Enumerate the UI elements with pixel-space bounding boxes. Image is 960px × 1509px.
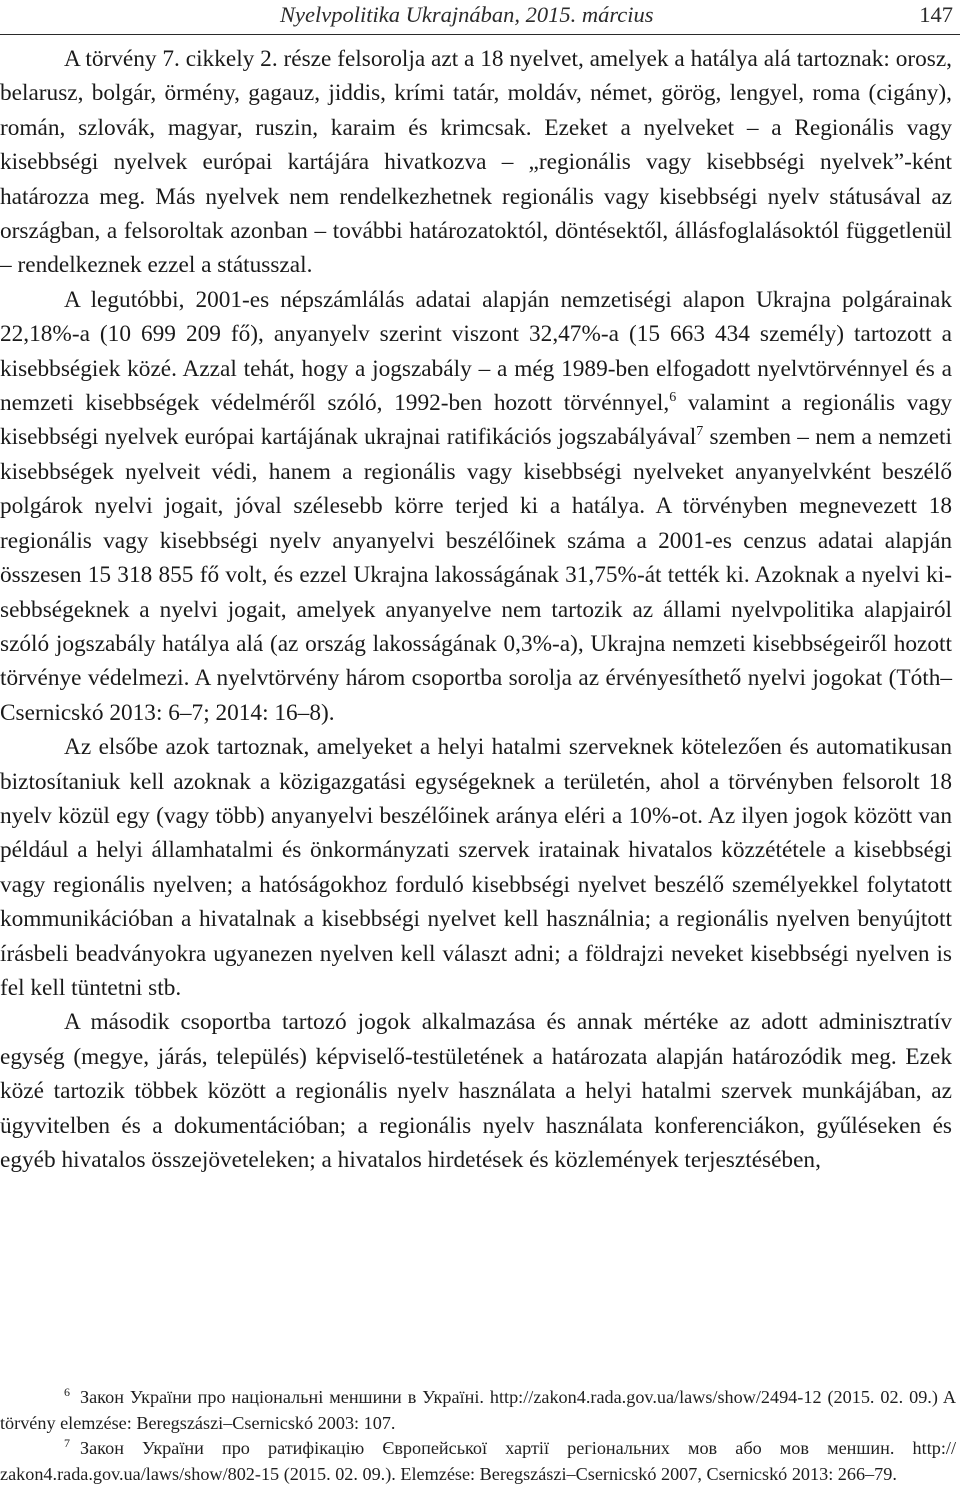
footnote-text: Закон України про ратифікацію Європейської хартії регіональних мов або мов меншин. http:// zakon4.rada.gov.ua/laws/show/802-15 (2015. 02. 09.). Elemzése: Beregszászi–Csernicskó 2007, Csernicskó 2013: 266–79.: [0, 1438, 956, 1484]
paragraph-text: A törvény 7. cikkely 2. része felsorolja azt a 18 nyelvet, amelyek a hatálya alá tartoznak: orosz, belarusz, bolgár, örmény, gagauz, jiddis, krími tatár, moldáv, német, görög, lengyel, roma (cigány), román, szlovák, magyar, ruszin, karaim és krimcsak. Ezeket a nyelveket – a Regionális vagy kisebbségi nyelvek európai kartájára hivatkozva – „regionális vagy kisebbségi nyelvek”-ként határozza meg. Más nyelvek nem rendelkezhetnek regionális vagy kisebbségi nyelv státusával az országban, a felsoroltak azonban – további határozatoktól, döntésektől, állásfoglalásoktól függetlenül – rendelkeznek ezzel a státusszal.: [0, 46, 952, 279]
footnote-reference[interactable]: 6: [669, 390, 677, 406]
footnote-reference[interactable]: 7: [696, 424, 704, 440]
footnote-text: Закон України про національні меншини в Україні. http://zakon4.rada.gov.ua/laws/show/2494-12 (2015. 02. 09.) A törvény elemzése: Beregszászi–Csernicskó 2003: 107.: [0, 1387, 956, 1433]
paragraph: [0, 42, 952, 283]
running-title: Nyelvpolitika Ukrajnában, 2015. március: [280, 2, 654, 27]
paragraph-text: Az elsőbe azok tartoznak, amelyeket a helyi hatalmi szerveknek kötelezően és automatikusan biztosítaniuk kell azoknak a közigazgatási egységeknek a területén, ahol a törvényben felsorolt 18 nyelv közül egy (vagy több) anyanyelvi beszélőinek aránya eléri a 10%-ot. Az ilyen jogok között van például a helyi államhatalmi és önkormányzati szervek iratainak hivatalos közzététele a kisebbségi vagy regionális nyelven; a hatóságokhoz forduló kisebbségi nyelvet beszélő személyekkel folytatott kommunikációban a hivatalnak a kisebbségi nyelvet kell használnia; a regionális nyelven benyújtott írásbeli beadványokra ugyanezen nyelven kell választ adni; a földrajzi neveket kisebbségi nyelven is fel kell tüntetni stb.: [0, 734, 952, 1001]
paragraph: [0, 283, 952, 730]
paragraph-text: A legutóbbi, 2001-es népszámlálás adatai alapján nemzetiségi alapon Ukrajna polgárainak 22,18%-a (10 699 209 fő), anyanyelv szerint viszont 32,47%-a (15 663 434 személy) tartozott a kisebbségiek közé. Azzal tehát, hogy a jogszabály – a még 1989-ben elfogadott nyelvtörvénnyel és a nemzeti kisebbségek védelméről szóló, 1992-ben hozott törvénnyel,: [0, 286, 952, 417]
footnote-number: 6: [64, 1385, 70, 1399]
footnote: [0, 1385, 956, 1436]
page-number: 147: [919, 2, 953, 27]
footnote: [0, 1436, 956, 1487]
footnote-number: 7: [64, 1436, 70, 1450]
paragraph-text: valamint a regionális vagy kisebbségi nyelvek európai kartájának ukrajnai ratifikációs jogszabályával: [0, 390, 952, 451]
main-text: [0, 42, 952, 1177]
footnotes: [0, 1385, 956, 1487]
paragraph-text: A második csoportba tartozó jogok alkalmazása és annak mértéke az adott adminisztratív egység (megye, járás, település) képviselő-testületének a határozata alapján határozódik meg. Ezek közé tartozik többek között a regionális nyelv használata a helyi hatalmi szervek munkájában, az ügyvitelben és a dokumentációban; a regionális nyelv használata konferenciákon, gyűléseken és egyéb hivatalos összejöveteleken; a hivatalos hirdetések és közlemények terjesztésében,: [0, 1009, 952, 1173]
paragraph: [0, 1005, 952, 1177]
paragraph-text: szemben – nem a nemzeti kisebbségek nyelveit védi, hanem a regionális vagy kisebbségi nyelveket anyanyelvként beszélő polgárok nyelvi jogait, jóval szélesebb körre terjed ki a hatálya. A törvényben megnevezett 18 regionális vagy kisebbségi nyelv anyanyelvi beszélőinek száma a 2001-es cenzus adatai alapján összesen 15 318 855 fő volt, és ezzel Ukrajna lakosságának 31,75%-át tették ki. Azoknak a nyelvi kisebbségeknek a nyelvi jogait, amelyek anyanyelve nem tartozik az állami nyelvpolitika alapjairól szóló jogszabály hatálya alá (az ország lakosságának 0,3%-a), Ukrajna nemzeti kisebbségeiről hozott törvénye védelmezi. A nyelvtörvény három csoportba sorolja az érvényesíthető nyelvi jogokat (Tóth–Csernicskó 2013: 6–7; 2014: 16–8).: [0, 424, 952, 726]
page-header: [0, 0, 960, 35]
paragraph: [0, 730, 952, 1005]
